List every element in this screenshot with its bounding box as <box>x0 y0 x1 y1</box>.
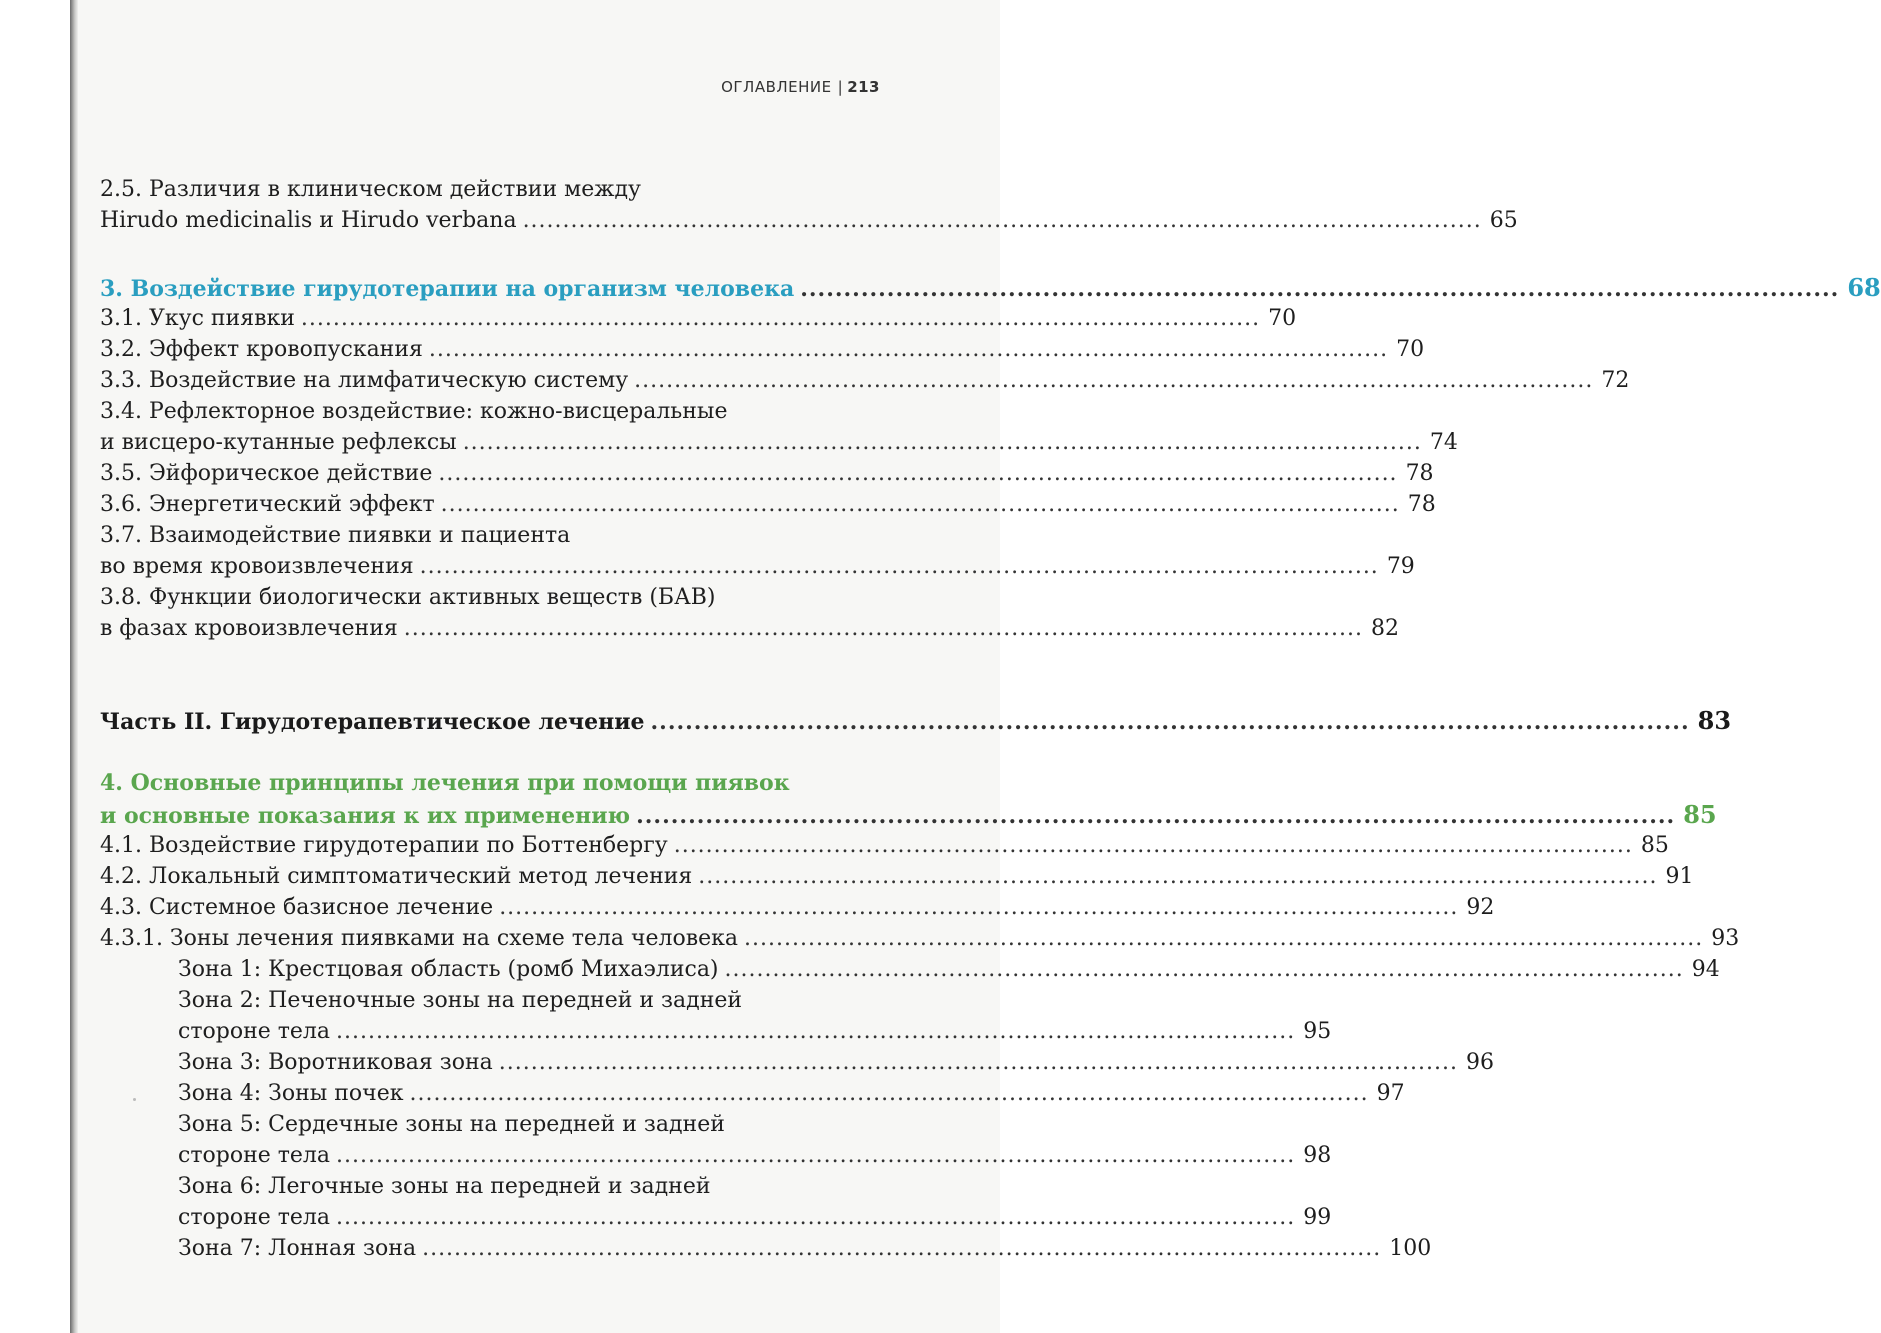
toc-entry-title: и основные показания к их применению <box>100 803 631 829</box>
toc-entry <box>100 334 1425 365</box>
toc-leader-dots: ........................................................................................................................ <box>438 461 1398 486</box>
toc-entry-title-line: 3.7. Взаимодействие пиявки и пациента <box>100 523 571 548</box>
toc-entry <box>100 861 1694 892</box>
toc-entry-title: Зона 4: Зоны почек <box>178 1081 404 1106</box>
toc-entry-title: 4.3. Системное базисное лечение <box>100 895 494 920</box>
toc-leader-dots: ........................................................................................................................ <box>409 1081 1369 1106</box>
toc-entry-title: и висцеро-кутанные рефлексы <box>100 430 457 455</box>
toc-entry-title: 4.1. Воздействие гирудотерапии по Боттенбергу <box>100 833 668 858</box>
toc-chapter-heading <box>100 768 1717 832</box>
toc-entry-page: 82 <box>1370 616 1399 641</box>
toc-leader-dots: ........................................................................................................................ <box>336 1019 1296 1044</box>
toc-leader-dots: ........................................................................................................................ <box>428 337 1389 362</box>
toc-leader-dots: ........................................................................................................................ <box>336 1205 1296 1230</box>
toc-entry <box>178 954 1720 985</box>
toc-leader-dots: ........................................................................................................................ <box>744 926 1704 951</box>
header-separator: | <box>837 78 844 96</box>
toc-entry-title: Зона 1: Крестцовая область (ромб Михаэлиса) <box>178 957 719 982</box>
toc-leader-dots: ........................................................................................................................ <box>724 957 1684 982</box>
toc-entry-title-line: 3.8. Функции биологически активных веществ (БАВ) <box>100 585 716 610</box>
toc-part-heading <box>100 705 1732 738</box>
toc-leader-dots: ........................................................................................................................ <box>636 803 1676 829</box>
toc-leader-dots: ........................................................................................................................ <box>422 1236 1382 1261</box>
toc-entry-page: 93 <box>1711 926 1740 951</box>
toc-leader-dots: ........................................................................................................................ <box>522 208 1482 233</box>
toc-leader-dots: ........................................................................................................................ <box>403 616 1363 641</box>
toc-entry <box>178 1047 1494 1078</box>
toc-entry <box>100 489 1436 520</box>
toc-entry-title: стороне тела <box>178 1205 331 1230</box>
toc-entry <box>100 830 1669 861</box>
toc-entry-title-line: 3.4. Рефлекторное воздействие: кожно-висцеральные <box>100 399 728 424</box>
toc-leader-dots: ........................................................................................................................ <box>499 895 1459 920</box>
toc-leader-dots: ........................................................................................................................ <box>300 306 1261 331</box>
page-speck <box>133 1098 136 1101</box>
toc-entry <box>100 923 1740 954</box>
toc-entry-page: 99 <box>1303 1205 1332 1230</box>
toc-entry <box>100 458 1434 489</box>
toc-entry <box>100 303 1297 334</box>
toc-entry-page: 65 <box>1489 208 1518 233</box>
toc-entry <box>178 1233 1432 1264</box>
toc-entry-page: 85 <box>1683 800 1717 829</box>
toc-leader-dots: ........................................................................................................................ <box>650 709 1690 735</box>
header-section-title: ОГЛАВЛЕНИЕ <box>721 78 832 96</box>
toc-entry-title: 4.3.1. Зоны лечения пиявками на схеме тела человека <box>100 926 739 951</box>
toc-entry-title: 3.6. Энергетический эффект <box>100 492 435 517</box>
toc-entry-page: 72 <box>1601 368 1630 393</box>
toc-entry-title-line: Зона 2: Печеночные зоны на передней и задней <box>178 988 743 1013</box>
toc-entry-title: в фазах кровоизвлечения <box>100 616 398 641</box>
toc-entry <box>100 582 1399 644</box>
toc-entry-page: 98 <box>1303 1143 1332 1168</box>
toc-entry-title: стороне тела <box>178 1019 331 1044</box>
toc-entry-page: 97 <box>1376 1081 1405 1106</box>
book-spine-shadow <box>70 0 78 1333</box>
toc-entry-page: 85 <box>1640 833 1669 858</box>
toc-leader-dots: ........................................................................................................................ <box>440 492 1400 517</box>
toc-entry-title: 3.2. Эффект кровопускания <box>100 337 423 362</box>
toc-entry-title-line: 2.5. Различия в клиническом действии между <box>100 177 641 202</box>
toc-entry-title: 4.2. Локальный симптоматический метод лечения <box>100 864 693 889</box>
toc-leader-dots: ........................................................................................................................ <box>634 368 1594 393</box>
toc-entry-page: 83 <box>1697 706 1732 735</box>
toc-entry <box>100 520 1415 582</box>
toc-leader-dots: ........................................................................................................................ <box>673 833 1633 858</box>
toc-entry-page: 74 <box>1429 430 1458 455</box>
toc-entry-page: 92 <box>1466 895 1495 920</box>
toc-leader-dots: ........................................................................................................................ <box>498 1050 1458 1075</box>
toc-entry-title: Часть II. Гирудотерапевтическое лечение <box>100 709 645 735</box>
toc-entry <box>100 892 1495 923</box>
toc-entry-page: 78 <box>1405 461 1434 486</box>
toc-entry-title: 3.1. Укус пиявки <box>100 306 295 331</box>
toc-entry-title: Зона 7: Лонная зона <box>178 1236 417 1261</box>
toc-entry-page: 96 <box>1465 1050 1494 1075</box>
toc-entry <box>178 985 1332 1047</box>
toc-entry-title-line: Зона 6: Легочные зоны на передней и задней <box>178 1174 711 1199</box>
toc-entry-title: во время кровоизвлечения <box>100 554 414 579</box>
toc-entry-page: 91 <box>1665 864 1694 889</box>
toc-entry <box>100 396 1458 458</box>
toc-entry-title: Hirudo medicinalis и Hirudo verbana <box>100 208 517 233</box>
toc-entry-title-line: Зона 5: Сердечные зоны на передней и задней <box>178 1112 725 1137</box>
toc-entry-page: 100 <box>1389 1236 1432 1261</box>
toc-entry-title: стороне тела <box>178 1143 331 1168</box>
toc-leader-dots: ........................................................................................................................ <box>419 554 1379 579</box>
toc-entry-page: 68 <box>1847 273 1881 302</box>
toc-entry-title: Зона 3: Воротниковая зона <box>178 1050 493 1075</box>
toc-leader-dots: ........................................................................................................................ <box>800 276 1840 302</box>
toc-chapter-heading <box>100 272 1881 305</box>
running-header <box>721 78 880 96</box>
toc-entry <box>100 174 1518 236</box>
toc-entry-page: 70 <box>1396 337 1425 362</box>
toc-entry-page: 70 <box>1268 306 1297 331</box>
toc-entry-page: 94 <box>1691 957 1720 982</box>
toc-entry <box>178 1171 1332 1233</box>
header-page-number: 213 <box>847 78 880 96</box>
toc-entry <box>178 1078 1405 1109</box>
toc-leader-dots: ........................................................................................................................ <box>336 1143 1296 1168</box>
toc-entry-title: 3.3. Воздействие на лимфатическую систему <box>100 368 629 393</box>
toc-entry-title: 3. Воздействие гирудотерапии на организм человека <box>100 276 795 302</box>
toc-entry-page: 95 <box>1303 1019 1332 1044</box>
toc-leader-dots: ........................................................................................................................ <box>462 430 1422 455</box>
toc-entry-title-line: 4. Основные принципы лечения при помощи пиявок <box>100 770 790 796</box>
toc-entry <box>100 365 1630 396</box>
toc-entry-page: 78 <box>1407 492 1436 517</box>
toc-entry-title: 3.5. Эйфорическое действие <box>100 461 433 486</box>
toc-leader-dots: ........................................................................................................................ <box>698 864 1658 889</box>
toc-entry-page: 79 <box>1386 554 1415 579</box>
toc-entry <box>178 1109 1332 1171</box>
